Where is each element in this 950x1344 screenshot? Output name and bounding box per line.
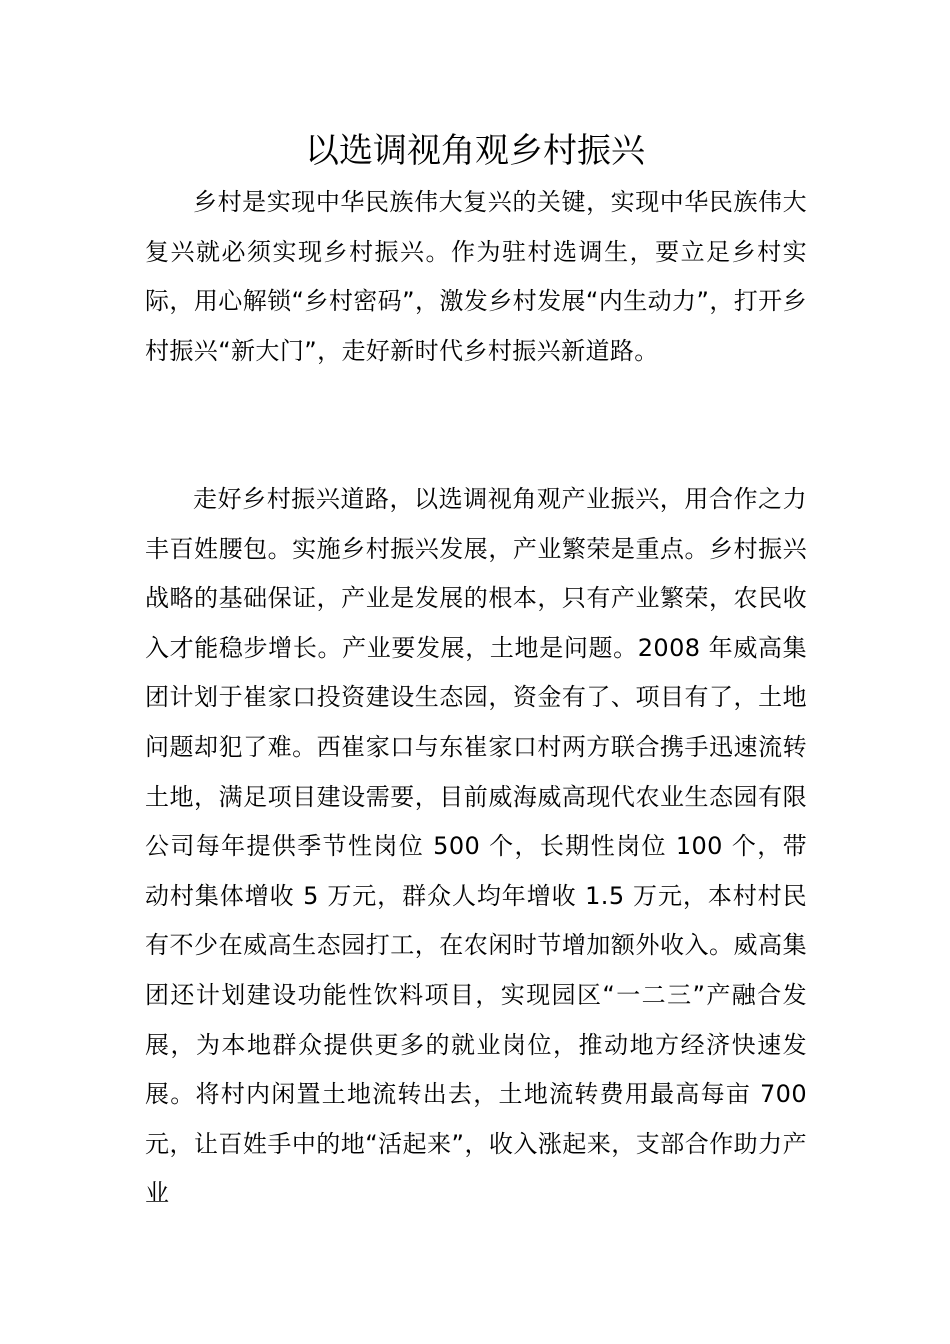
document-title: 以选调视角观乡村振兴: [305, 131, 645, 171]
paragraph-industry-revitalization: 走好乡村振兴道路，以选调视角观产业振兴，用合作之力丰百姓腰包。实施乡村振兴发展，产业繁荣是重点。乡村振兴战略的基础保证，产业是发展的根本，只有产业繁荣，农民收入才能稳步增长。产业要发展，土地是问题。2008 年威高集团计划于崔家口投资建设生态园，资金有了、项目有了，土地问题却犯了难。西崔家口与东崔家口村两方联合携手迅速流转土地，满足项目建设需要，目前威海威高现代农业生态园有限公司每年提供季节性岗位 500 个，长期性岗位 100 个，带动村集体增收 5 万元，群众人均年增收 1.5 万元，本村村民有不少在威高生态园打工，在农闲时节增加额外收入。威高集团还计划建设功能性饮料项目，实现园区“一二三”产融合发展，为本地群众提供更多的就业岗位，推动地方经济快速发展。将村内闲置土地流转出去，土地流转费用最高每亩 700 元，让百姓手中的地“活起来”，收入涨起来，支部合作助力产业: [145, 485, 807, 1208]
paragraph-intro: 乡村是实现中华民族伟大复兴的关键，实现中华民族伟大复兴就必须实现乡村振兴。作为驻村选调生，要立足乡村实际，用心解锁“乡村密码”，激发乡村发展“内生动力”，打开乡村振兴“新大门”，走好新时代乡村振兴新道路。: [145, 188, 807, 365]
